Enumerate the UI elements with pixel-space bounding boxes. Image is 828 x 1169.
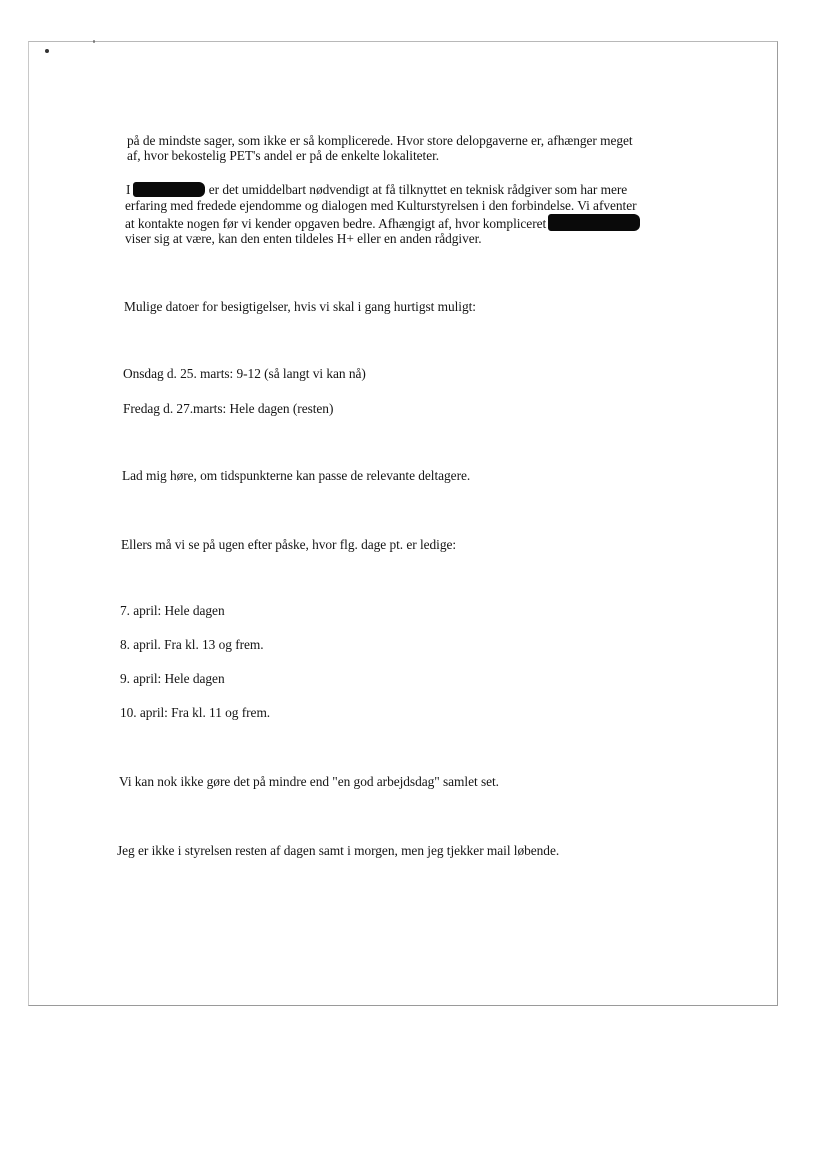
paragraph-line: på de mindste sager, som ikke er så komplicerede. Hvor store delopgaverne er, afhænger meget bbox=[127, 133, 633, 148]
paragraph-line: Ellers må vi se på ugen efter påske, hvor flg. dage pt. er ledige: bbox=[121, 537, 457, 552]
paragraph-line: Vi kan nok ikke gøre det på mindre end "en god arbejdsdag" samlet set. bbox=[119, 774, 499, 789]
redaction-block bbox=[548, 214, 640, 231]
date-option: Onsdag d. 25. marts: 9-12 (så langt vi kan nå) bbox=[123, 366, 366, 381]
date-option: 10. april: Fra kl. 11 og frem. bbox=[120, 705, 271, 720]
paragraph-line: viser sig at være, kan den enten tildeles H+ eller en anden rådgiver. bbox=[125, 231, 482, 246]
paragraph-line: I er det umiddelbart nødvendigt at få tilknyttet en teknisk rådgiver som har mere bbox=[126, 182, 628, 197]
scan-speck bbox=[45, 49, 49, 53]
closing-line: Jeg er ikke i styrelsen resten af dagen samt i morgen, men jeg tjekker mail løbende. bbox=[117, 843, 560, 858]
paragraph-line: Lad mig høre, om tidspunkterne kan passe de relevante deltagere. bbox=[122, 468, 471, 483]
date-option: 9. april: Hele dagen bbox=[120, 671, 225, 686]
paragraph-line: Mulige datoer for besigtigelser, hvis vi skal i gang hurtigst muligt: bbox=[124, 299, 476, 314]
date-option: 7. april: Hele dagen bbox=[120, 603, 225, 618]
paragraph-line: at kontakte nogen før vi kender opgaven bedre. Afhængigt af, hvor kompliceret bbox=[125, 214, 640, 232]
date-option: 8. april. Fra kl. 13 og frem. bbox=[120, 637, 264, 652]
scan-speck bbox=[93, 40, 95, 43]
date-option: Fredag d. 27.marts: Hele dagen (resten) bbox=[123, 401, 334, 416]
paragraph-line: erfaring med fredede ejendomme og dialogen med Kulturstyrelsen i den forbindelse. Vi afventer bbox=[125, 198, 637, 213]
redaction-block bbox=[133, 182, 205, 197]
paragraph-line: af, hvor bekostelig PET's andel er på de enkelte lokaliteter. bbox=[127, 148, 440, 163]
